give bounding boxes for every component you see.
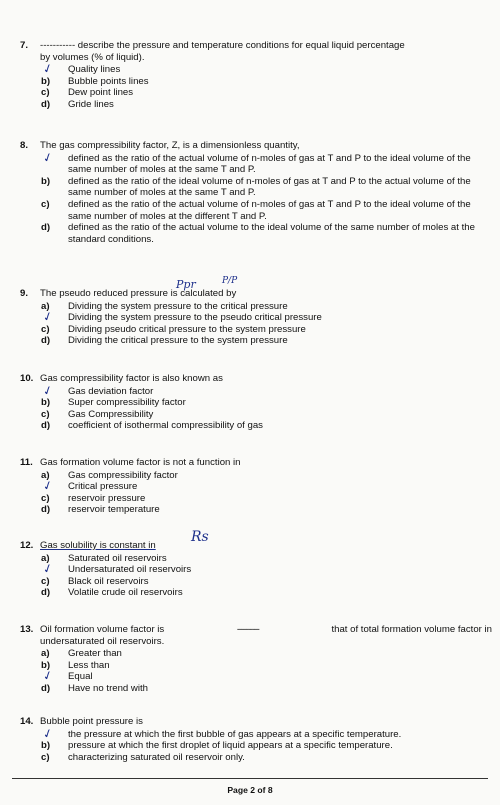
option-d: d) coefficient of isothermal compressibility of gas	[41, 420, 263, 432]
option-d: d) Dividing the critical pressure to the system pressure	[41, 335, 288, 347]
handwritten-note: P/P	[222, 276, 238, 286]
handwritten-note: Ppr	[176, 278, 196, 291]
pen-mark-icon: ✓	[40, 382, 55, 399]
option-a: ✓ the pressure at which the first bubble of gas appears at a specific temperature.	[40, 725, 402, 742]
option-d: d) Volatile crude oil reservoirs	[41, 587, 183, 599]
option-c: c) Black oil reservoirs	[41, 575, 149, 587]
option-b: ✓ Undersaturated oil reservoirs	[40, 560, 192, 578]
question-stem: Bubble point pressure is	[40, 716, 143, 727]
option-a: a) Gas compressibility factor	[41, 469, 178, 481]
question-number: 13.	[20, 624, 34, 635]
question-stem: The gas compressibility factor, Z, is a dimensionless quantity,	[40, 140, 300, 151]
question-number: 9.	[20, 288, 29, 299]
question-9	[20, 288, 492, 347]
question-number: 8.	[20, 140, 29, 151]
option-a: a) Greater than	[41, 648, 122, 660]
pen-mark-icon: ✓	[40, 725, 55, 742]
option-c: c) Gas Compressibility	[41, 408, 154, 420]
question-14	[20, 716, 492, 763]
option-b: b) Less than	[41, 659, 110, 671]
option-a: a) Saturated oil reservoirs	[41, 552, 167, 564]
question-10	[20, 373, 492, 432]
option-b: ✓ Dividing the system pressure to the pseudo critical pressure	[40, 308, 322, 326]
option-c: c) Dew point lines	[41, 87, 134, 99]
pen-mark-icon: ✓	[40, 149, 55, 166]
option-b: b) Super compressibility factor	[41, 397, 186, 409]
handwritten-note: Rs	[191, 529, 209, 545]
question-11	[20, 457, 492, 516]
question-stem-continued: undersaturated oil reservoirs.	[40, 635, 165, 647]
question-number: 10.	[20, 373, 34, 384]
question-stem: Gas solubility is constant in	[40, 540, 156, 551]
option-d: d) defined as the ratio of the actual volume to the ideal volume of the same number of moles at the standard conditions.	[41, 222, 475, 245]
question-number: 12.	[20, 540, 34, 551]
option-a: ✓ Gas deviation factor	[40, 382, 154, 399]
option-a: ✓ Quality lines	[40, 60, 121, 78]
option-b: b) pressure at which the first droplet of liquid appears at a specific temperature.	[41, 740, 393, 752]
question-stem: ----------- describe the pressure and temperature conditions for equal liquid percentage	[40, 40, 405, 51]
pen-mark-icon: ✓	[40, 560, 55, 578]
option-b: ✓ Critical pressure	[40, 477, 138, 495]
question-13	[20, 624, 492, 695]
page-number: Page 2 of 8	[227, 785, 273, 795]
pen-mark-icon: ✓	[40, 60, 55, 78]
question-stem: Oil formation volume factor is ---------- that of total formation volume factor in	[40, 624, 492, 635]
question-8	[20, 140, 492, 245]
question-stem: Gas compressibility factor is also known as	[40, 373, 223, 384]
option-d: d) reservoir temperature	[41, 504, 160, 516]
question-stem-continued: by volumes (% of liquid).	[40, 51, 145, 63]
option-c: c) reservoir pressure	[41, 492, 146, 504]
option-c: c) defined as the ratio of the actual volume of n-moles of gas at T and P to the ideal volume of the same number of moles at the different T and P.	[41, 198, 471, 222]
pen-mark-icon: ✓	[40, 477, 55, 495]
option-c: c) characterizing saturated oil reservoir only.	[41, 751, 245, 763]
option-d: d) Gride lines	[41, 98, 114, 110]
question-12	[20, 540, 492, 599]
option-c: c) Dividing pseudo critical pressure to the system pressure	[41, 323, 306, 335]
footer-divider	[12, 778, 488, 779]
pen-mark-icon: ✓	[40, 667, 55, 685]
question-stem: The pseudo reduced pressure is calculated by	[40, 288, 237, 299]
option-a: a) Dividing the system pressure to the critical pressure	[41, 300, 288, 312]
option-b: b) Bubble points lines	[41, 75, 149, 87]
question-number: 14.	[20, 716, 34, 727]
question-number: 7.	[20, 40, 29, 51]
option-d: d) Have no trend with	[41, 682, 148, 694]
question-7	[20, 40, 492, 111]
pen-mark-icon: ✓	[40, 308, 55, 326]
question-number: 11.	[20, 457, 33, 468]
option-c: ✓ Equal	[40, 667, 93, 685]
question-stem: Gas formation volume factor is not a function in	[40, 457, 241, 468]
option-b: b) defined as the ratio of the ideal volume of n-moles of gas at T and P to the actual volume of the same number of moles at the same T and P.	[41, 175, 471, 199]
option-a: ✓ defined as the ratio of the actual volume of n-moles of gas at T and P to the ideal volume of the same number of moles at the same T and P.	[40, 149, 471, 176]
